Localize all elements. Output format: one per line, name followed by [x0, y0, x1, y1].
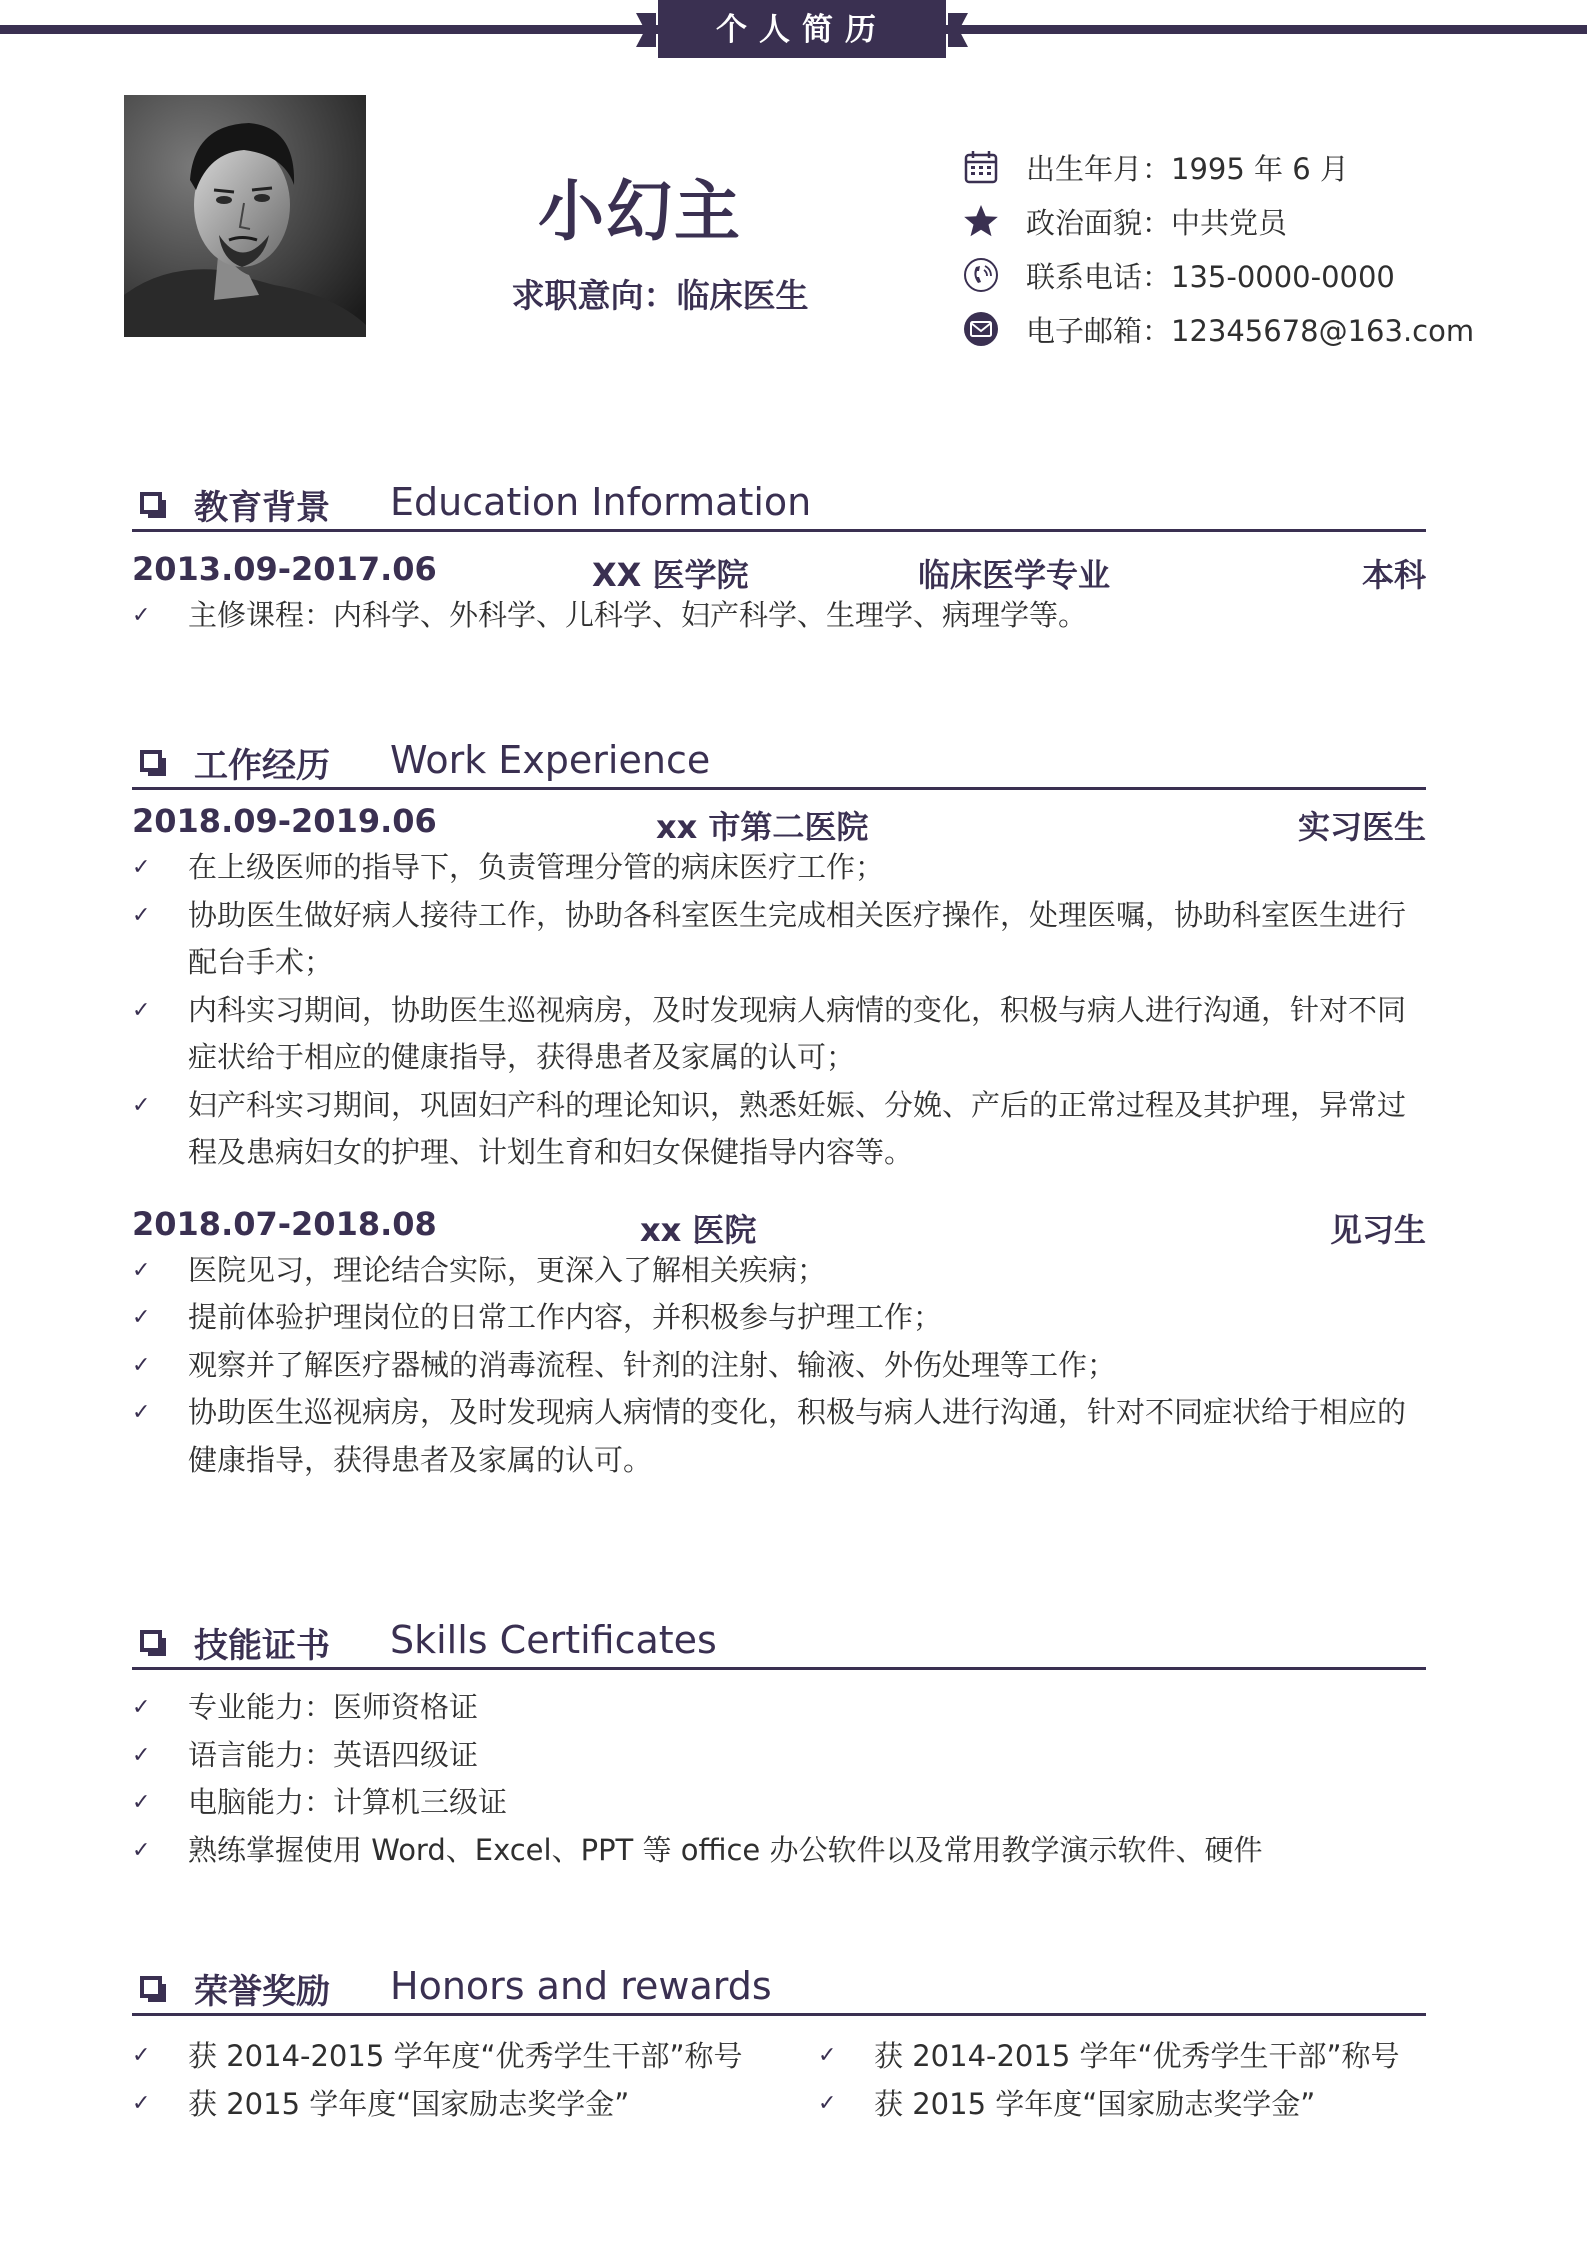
- list-item: ✓ 语言能力：英语四级证: [132, 1732, 1426, 1780]
- list-item: ✓ 协助医生做好病人接待工作，协助各科室医生完成相关医疗操作，处理医嘱，协助科室医生进行配台手术；: [132, 892, 1426, 987]
- section-square-icon: [140, 492, 162, 514]
- check-icon: ✓: [132, 997, 151, 1023]
- check-icon: ✓: [132, 2091, 151, 2116]
- info-political-text: 政治面貌：中共党员: [1026, 205, 1288, 240]
- honors-section: [132, 1956, 1426, 2132]
- profile-photo: [124, 95, 366, 337]
- education-entry-head: [132, 542, 1426, 592]
- phone-icon: [962, 256, 1000, 294]
- check-icon: ✓: [132, 855, 151, 880]
- list-item: ✓ 获 2014-2015 学年度“优秀学生干部”称号: [132, 2032, 743, 2080]
- education-period: 2013.09-2017.06: [132, 550, 437, 588]
- info-email-text: 电子邮箱：12345678@163.com: [1026, 313, 1475, 348]
- check-icon: ✓: [132, 1695, 151, 1720]
- list-item: ✓ 主修课程：内科学、外科学、儿科学、妇产科学、生理学、病理学等。: [132, 592, 1426, 640]
- skills-title-en: Skills Certificates: [390, 1618, 717, 1662]
- info-email: [962, 302, 1542, 356]
- list-item: ✓ 妇产科实习期间，巩固妇产科的理论知识，熟悉妊娠、分娩、产后的正常过程及其护理，异常过程及患病妇女的护理、计划生育和妇女保健指导内容等。: [132, 1082, 1426, 1177]
- check-icon: ✓: [818, 2091, 837, 2116]
- info-birth-text: 出生年月：1995 年 6 月: [1026, 151, 1349, 186]
- calendar-icon: [962, 148, 1000, 186]
- check-icon: ✓: [132, 1305, 151, 1330]
- job-role: 见习生: [1329, 1210, 1426, 1249]
- list-item: ✓ 观察并了解医疗器械的消毒流程、针剂的注射、输液、外伤处理等工作；: [132, 1342, 1426, 1390]
- info-phone: [962, 248, 1542, 302]
- resume-title: 个人简历: [658, 0, 946, 58]
- work-header: [132, 730, 1426, 790]
- job-role: 实习医生: [1297, 808, 1426, 846]
- list-item: ✓ 在上级医师的指导下，负责管理分管的病床医疗工作；: [132, 844, 1426, 892]
- skills-title-cn: 技能证书: [194, 1626, 330, 1666]
- check-icon: ✓: [132, 1790, 151, 1815]
- job-org: xx 市第二医院: [656, 808, 869, 846]
- job-period: 2018.09-2019.06: [132, 802, 437, 840]
- section-square-icon: [140, 750, 162, 772]
- honors-title-cn: 荣誉奖励: [194, 1972, 330, 2012]
- list-item: ✓ 协助医生巡视病房，及时发现病人病情的变化，积极与病人进行沟通，针对不同症状给于相应的健康指导，获得患者及家属的认可。: [132, 1389, 1426, 1484]
- list-item: ✓ 熟练掌握使用 Word、Excel、PPT 等 office 办公软件以及常用教学演示软件、硬件: [132, 1827, 1426, 1875]
- honors-list: [132, 2032, 1426, 2132]
- job-entry-head: [132, 794, 1426, 844]
- mail-icon: [962, 310, 1000, 348]
- job-entry-head: [132, 1197, 1426, 1247]
- list-item: ✓ 电脑能力：计算机三级证: [132, 1779, 1426, 1827]
- check-icon: ✓: [818, 2043, 837, 2068]
- portrait-image: [124, 95, 366, 337]
- personal-info: [962, 140, 1542, 356]
- education-title-cn: 教育背景: [194, 488, 330, 528]
- check-icon: ✓: [132, 1742, 151, 1768]
- honors-title-en: Honors and rewards: [390, 1964, 772, 2008]
- list-item: ✓ 获 2014-2015 学年“优秀学生干部”称号: [818, 2032, 1400, 2080]
- job-intention: 求职意向：临床医生: [511, 276, 809, 315]
- check-icon: ✓: [132, 1092, 151, 1118]
- check-icon: ✓: [132, 1257, 151, 1283]
- check-icon: ✓: [132, 2043, 151, 2068]
- info-political: [962, 194, 1542, 248]
- honors-header: [132, 1956, 1426, 2016]
- section-square-icon: [140, 1630, 162, 1652]
- check-icon: ✓: [132, 902, 151, 928]
- list-item: ✓ 提前体验护理岗位的日常工作内容，并积极参与护理工作；: [132, 1294, 1426, 1342]
- skills-section: [132, 1610, 1426, 1874]
- education-header: [132, 472, 1426, 532]
- work-title-en: Work Experience: [390, 738, 711, 782]
- education-major: 临床医学专业: [918, 556, 1111, 594]
- education-school: XX 医学院: [592, 556, 749, 594]
- section-square-icon: [140, 1976, 162, 1998]
- work-title-cn: 工作经历: [194, 746, 330, 786]
- education-title-en: Education Information: [390, 480, 812, 524]
- check-icon: ✓: [132, 1837, 151, 1863]
- education-degree: 本科: [1361, 556, 1426, 594]
- work-section: [132, 730, 1426, 1484]
- list-item: ✓ 内科实习期间，协助医生巡视病房，及时发现病人病情的变化，积极与病人进行沟通，针对不同症状给于相应的健康指导，获得患者及家属的认可；: [132, 987, 1426, 1082]
- info-phone-text: 联系电话：135-0000-0000: [1026, 259, 1395, 294]
- star-icon: [962, 202, 1000, 240]
- skills-header: [132, 1610, 1426, 1670]
- check-icon: ✓: [132, 1352, 151, 1378]
- check-icon: ✓: [132, 603, 151, 628]
- list-item: ✓ 获 2015 学年度“国家励志奖学金”: [818, 2080, 1315, 2128]
- check-icon: ✓: [132, 1400, 151, 1425]
- info-birth: [962, 140, 1542, 194]
- list-item: ✓ 专业能力：医师资格证: [132, 1684, 1426, 1732]
- job-period: 2018.07-2018.08: [132, 1204, 437, 1243]
- job-org: xx 医院: [640, 1210, 757, 1249]
- candidate-name: 小幻主: [538, 173, 742, 250]
- list-item: ✓ 获 2015 学年度“国家励志奖学金”: [132, 2080, 629, 2128]
- list-item: ✓ 医院见习，理论结合实际，更深入了解相关疾病；: [132, 1247, 1426, 1295]
- education-section: [132, 472, 1426, 640]
